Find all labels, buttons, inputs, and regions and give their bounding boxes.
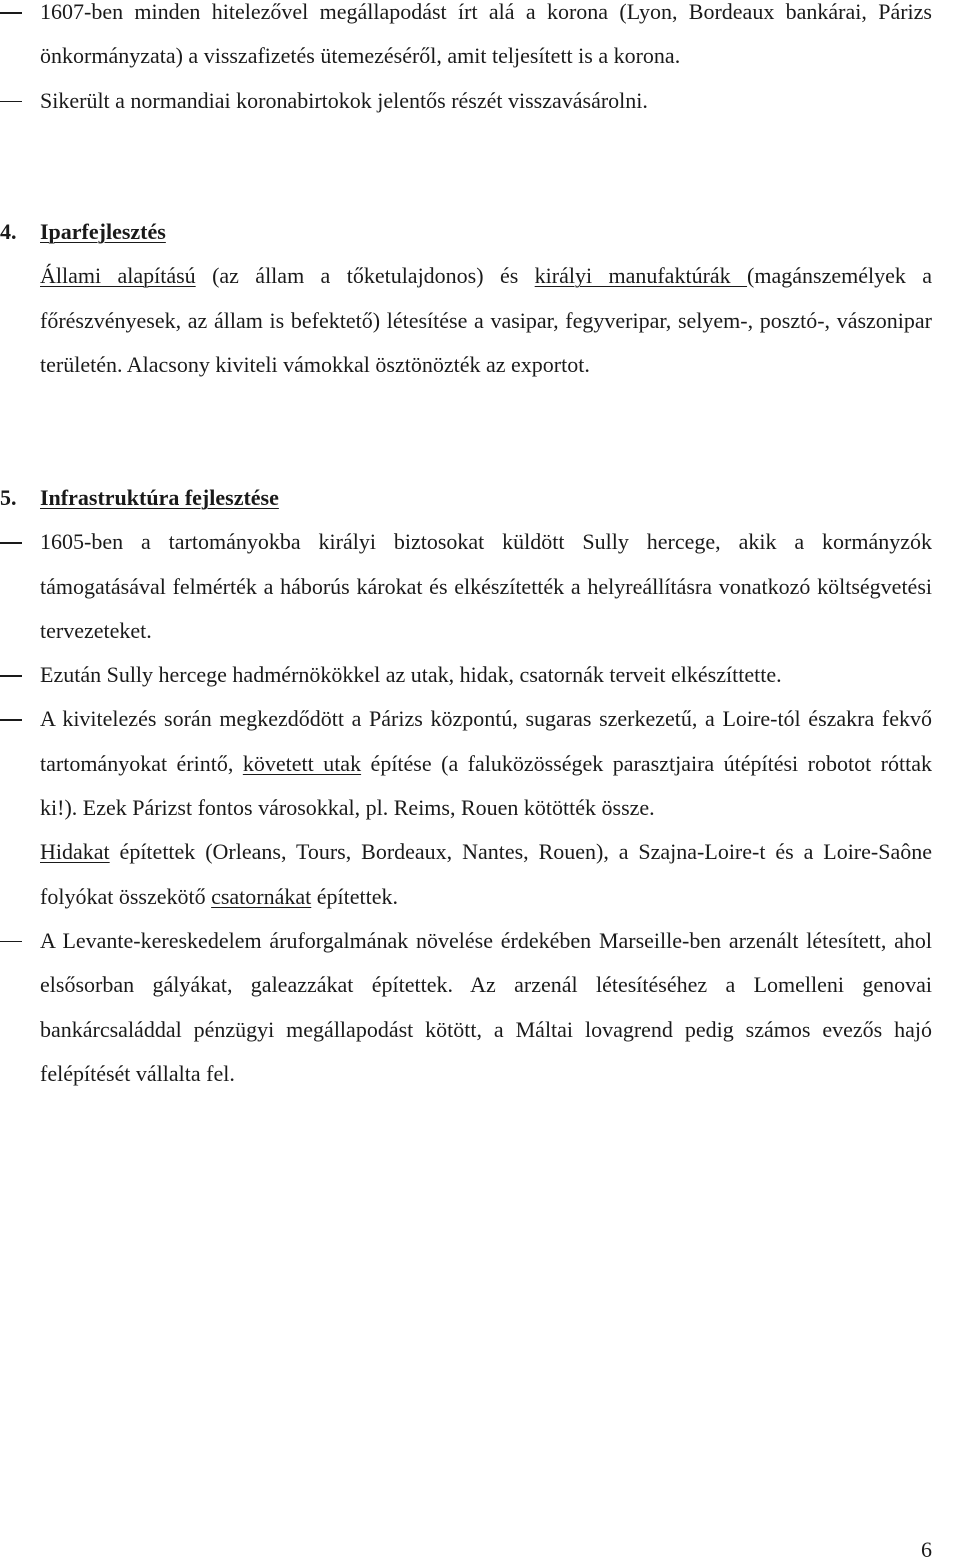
dash-bullet-icon xyxy=(0,542,22,544)
dash-bullet-icon xyxy=(0,675,22,677)
paragraph-text: (az állam a tőketulajdonos) és xyxy=(195,263,535,289)
section-title: Iparfejlesztés xyxy=(40,219,166,244)
list-item-text: 1607-ben minden hitelezővel megállapodást írt alá a korona (Lyon, Bordeaux bankárai, Párizs önkormányzata) a visszafizetés ütemezéséről, amit teljesített is a korona. xyxy=(40,0,932,69)
list-item xyxy=(40,520,932,653)
section-iparfejlesztes xyxy=(0,210,933,387)
section-heading xyxy=(0,476,932,520)
list-item xyxy=(40,0,932,79)
paragraph-text: építettek. xyxy=(311,883,399,909)
dash-bullet-icon xyxy=(0,12,22,14)
page-number: 6 xyxy=(921,1537,932,1562)
list-item-text: Sikerült a normandiai koronabirtokok jelentős részét visszavásárolni. xyxy=(40,87,648,113)
dash-bullet-icon xyxy=(0,101,22,103)
list-item xyxy=(40,79,932,123)
section-heading xyxy=(0,210,932,254)
section-paragraph xyxy=(40,830,932,919)
section-number: 5. xyxy=(0,485,17,510)
section-paragraph xyxy=(40,254,932,387)
list-item-text: építése (a faluközösségek parasztjaira útépítési robotot róttak ki!). Ezek Párizst fontos városokkal, pl. Reims, Rouen kötötték össze. xyxy=(40,750,932,821)
list-item-text: 1605-ben a tartományokba királyi biztosokat küldött Sully hercege, akik a kormányzók támogatásával felmérték a háborús károkat és elkészítették a helyreállításra vonatkozó költségvetési tervezeteket. xyxy=(40,529,932,643)
top-bullet-list xyxy=(40,0,932,123)
underlined-term: Hidakat xyxy=(40,839,110,865)
paragraph-text: (magánszemélyek a főrészvényesek, az állam is befektető) létesítése a vasipar, fegyveripar, selyem-, posztó-, vászonipar területén. Alacsony kiviteli vámokkal ösztönözték az exportot. xyxy=(40,263,933,377)
list-item xyxy=(40,697,932,830)
list-item-text: A kivitelezés során megkezdődött a Párizs központú, sugaras szerkezetű, a Loire-tól északra fekvő tartományokat érintő, xyxy=(40,706,932,776)
underlined-term: királyi manufaktúrák xyxy=(534,263,748,289)
list-item xyxy=(40,919,932,1096)
section-infrastruktura xyxy=(0,476,932,1096)
underlined-term: csatornákat xyxy=(211,883,312,909)
list-item xyxy=(40,653,932,697)
underlined-term: Állami alapítású xyxy=(40,263,196,289)
paragraph-text: építettek (Orleans, Tours, Bordeaux, Nantes, Rouen), a Szajna-Loire-t és a Loire-Saône folyókat összekötő xyxy=(40,839,932,909)
list-item-text: A Levante-kereskedelem áruforgalmának növelése érdekében Marseille-ben arzenált létesített, ahol elsősorban gályákat, galeazzákat építettek. Az arzenál létesítéséhez a Lomelleni genovai bankárcsaláddal pénzügyi megállapodást kötött, a Máltai lovagrend pedig számos evezős hajó felépítését vállalta fel. xyxy=(40,927,932,1086)
list-item-text: Ezután Sully hercege hadmérnökökkel az utak, hidak, csatornák terveit elkészíttette. xyxy=(40,662,782,688)
dash-bullet-icon xyxy=(0,941,22,943)
underlined-term: követett utak xyxy=(242,750,362,776)
section-title: Infrastruktúra fejlesztése xyxy=(40,485,279,510)
section-number: 4. xyxy=(0,219,17,244)
dash-bullet-icon xyxy=(0,719,22,721)
